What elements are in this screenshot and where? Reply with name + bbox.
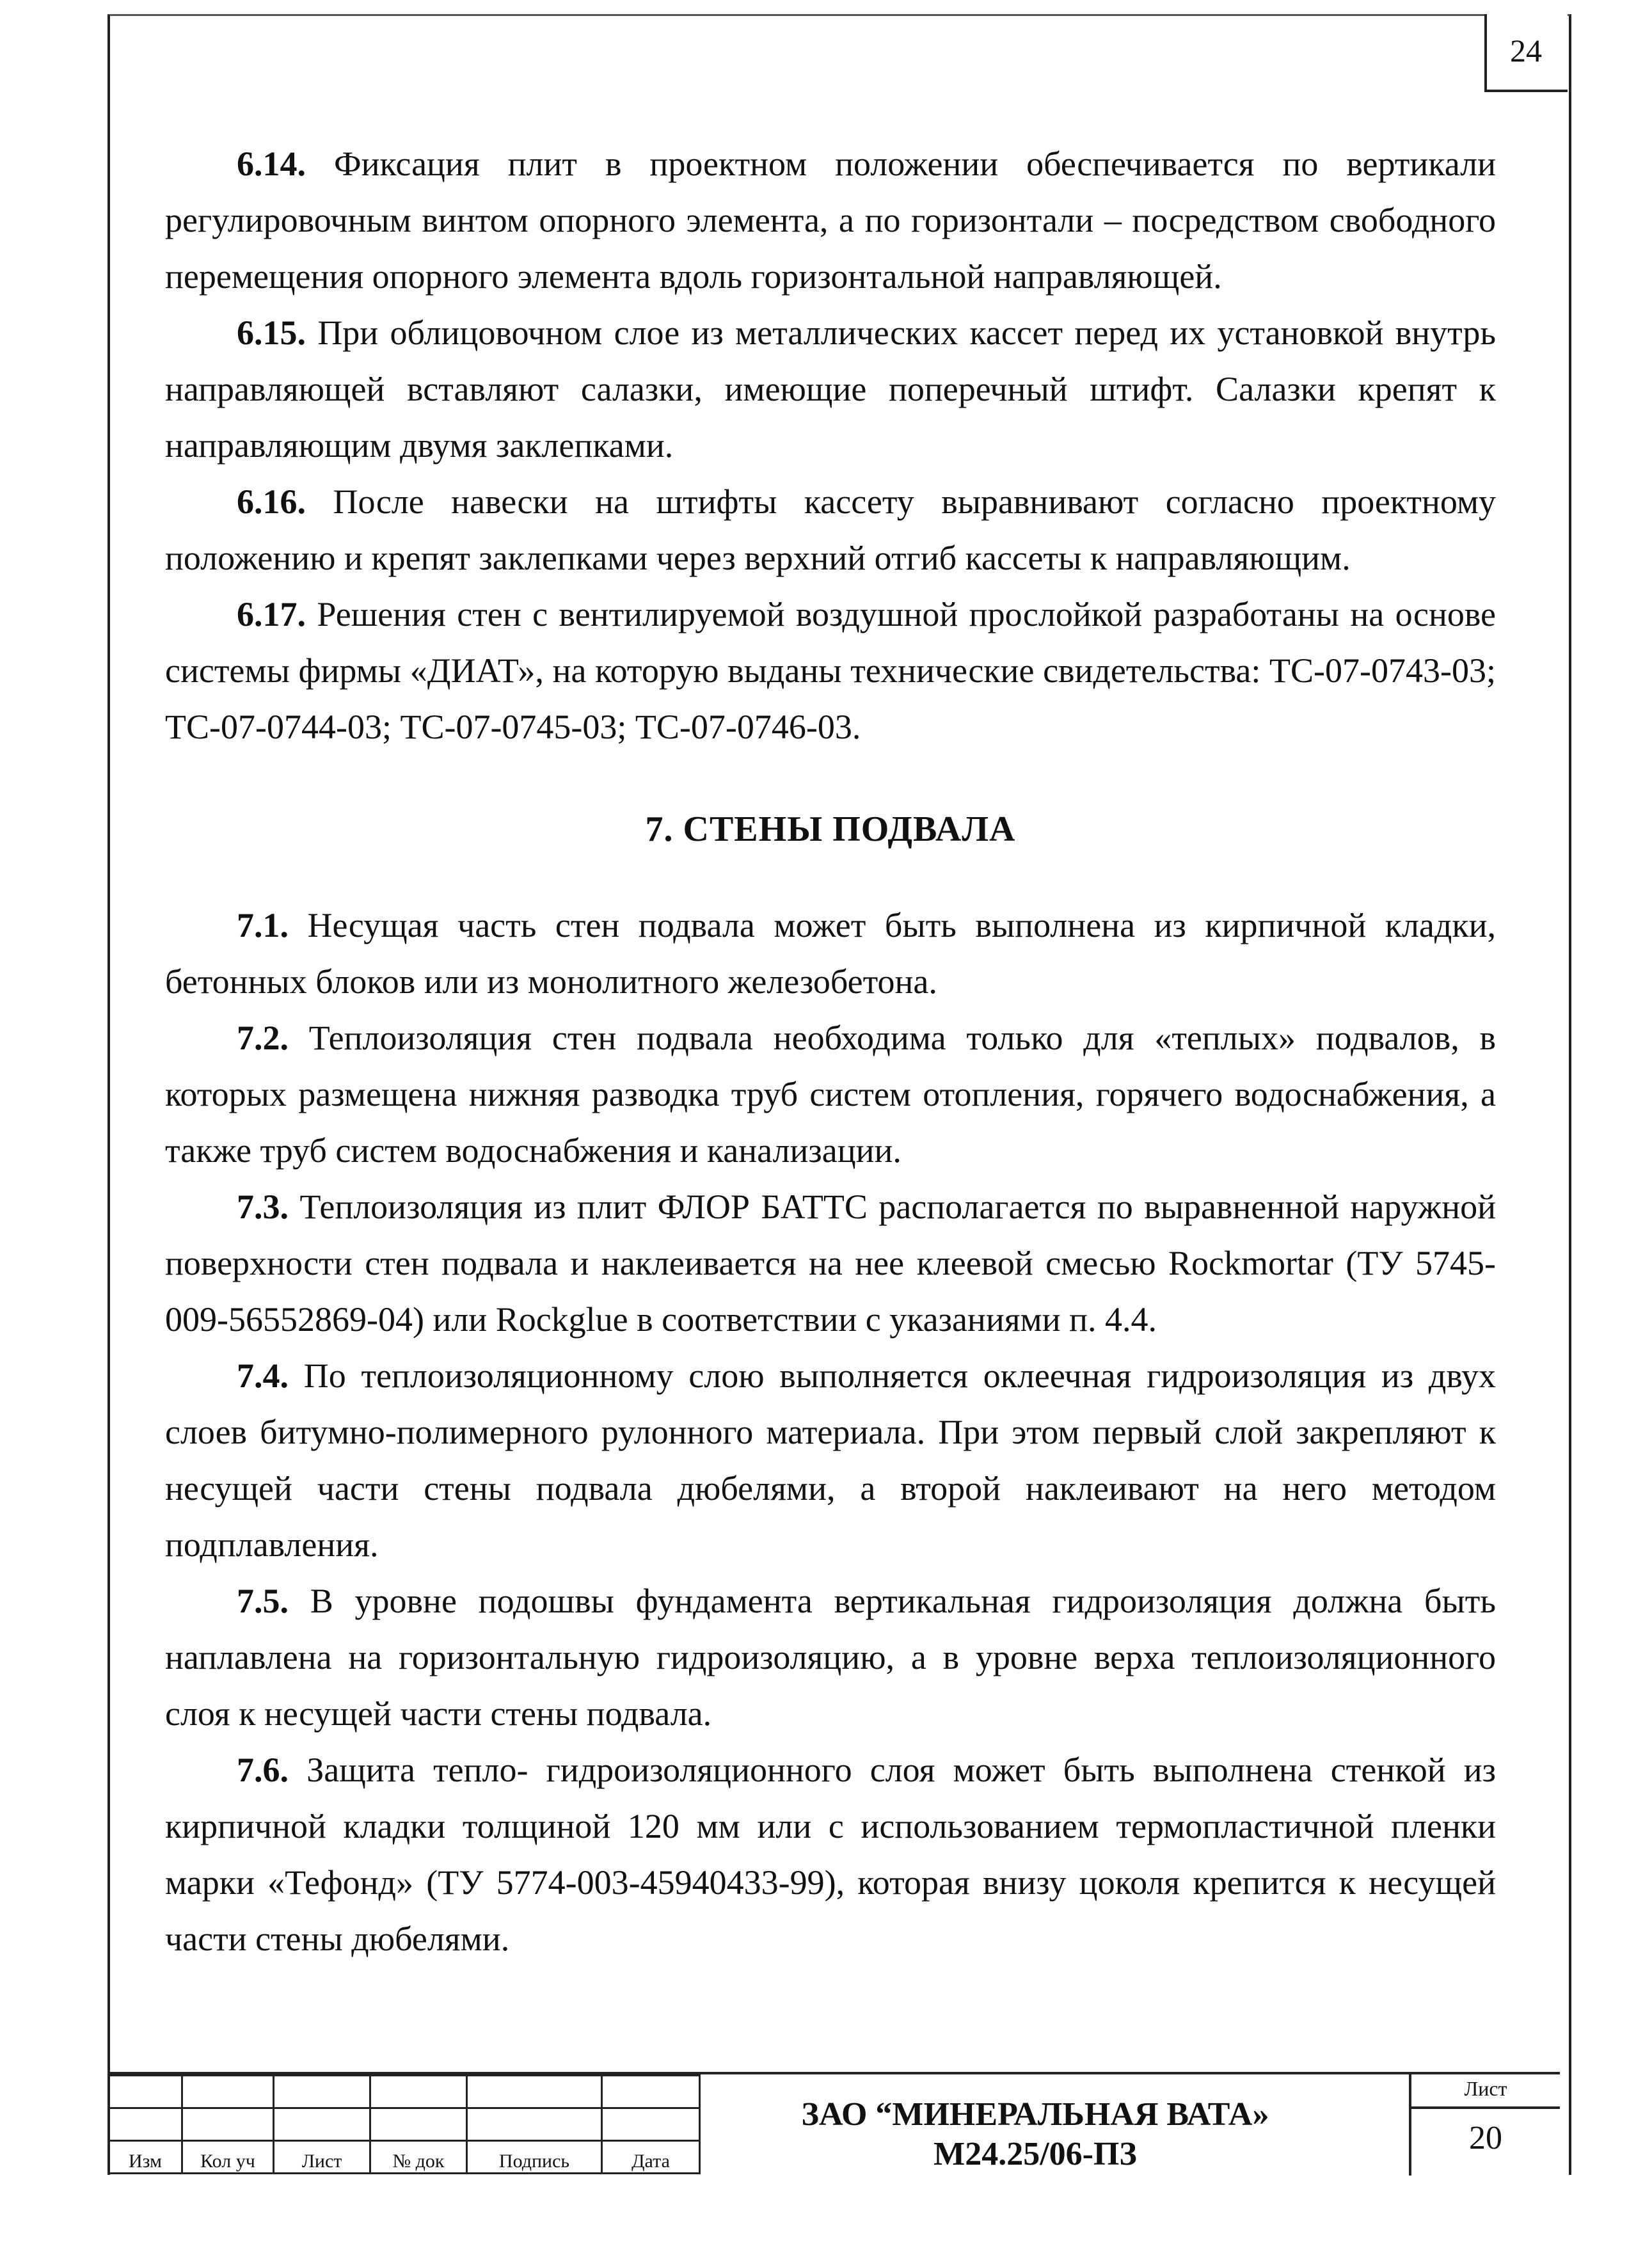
clause-number: 6.17. [237, 595, 306, 633]
col-kol-uch: Кол уч [182, 2141, 274, 2174]
col-data: Дата [602, 2141, 700, 2174]
clause-number: 6.16. [237, 482, 306, 521]
col-list: Лист [274, 2141, 370, 2174]
section-7-paragraphs [165, 897, 1496, 1967]
sheet-number: 20 [1469, 2120, 1502, 2156]
paragraph [165, 1742, 1496, 1967]
clause-number: 7.3. [237, 1188, 289, 1226]
stamp-divider [1409, 2106, 1560, 2109]
col-n-dok: № док [370, 2141, 467, 2174]
stamp-title [703, 2095, 1368, 2174]
clause-text: Теплоизоляция из плит ФЛОР БАТТС располагается по выравненной наружной поверхности стен подвала и наклеивается на нее клеевой смесью Rockmortar (ТУ 5745-009-56552869-04) или Rockglue в соответствии с указаниями п. 4.4. [165, 1188, 1497, 1339]
paragraph [165, 305, 1496, 473]
paragraph [165, 1573, 1496, 1742]
title-block [107, 2072, 1560, 2176]
clause-text: В уровне подошвы фундамента вертикальная гидроизоляция должна быть наплавлена на горизонтальную гидроизоляцию, а в уровне верха теплоизоляционного слоя к несущей части стены подвала. [165, 1582, 1496, 1733]
clause-number: 6.14. [237, 145, 306, 183]
clause-number: 7.4. [237, 1357, 289, 1395]
clause-text: Несущая часть стен подвала может быть выполнена из кирпичной кладки, бетонных блоков или из монолитного железобетона. [165, 906, 1497, 1001]
paragraph [165, 1179, 1496, 1348]
paragraph [165, 136, 1496, 305]
paragraph [165, 586, 1496, 755]
paragraph [165, 897, 1496, 1010]
paragraph [165, 1348, 1496, 1573]
clause-text: Фиксация плит в проектном положении обеспечивается по вертикали регулировочным винтом опорного элемента, а по горизонтали – посредством свободного перемещения опорного элемента вдоль горизонтальной направляющей. [165, 145, 1497, 296]
document-body [165, 136, 1496, 1967]
clause-text: После навески на штифты кассету выравнивают согласно проектному положению и крепят заклепками через верхний отгиб кассеты к направляющим. [165, 482, 1497, 577]
clause-text: Решения стен с вентилируемой воздушной прослойкой разработаны на основе системы фирмы «ДИАТ», на которую выданы технические свидетельства: ТС-07-0743-03; ТС-07-0744-03; ТС-07-0745-03; ТС-07-0746-03. [165, 595, 1497, 746]
clause-number: 7.2. [237, 1019, 289, 1057]
clause-number: 7.1. [237, 906, 289, 944]
clause-text: При облицовочном слое из металлических кассет перед их установкой внутрь направляющей вставляют салазки, имеющие поперечный штифт. Салазки крепят к направляющим двумя заклепками. [165, 314, 1497, 465]
clause-text: По теплоизоляционному слою выполняется оклеечная гидроизоляция из двух слоев битумно-полимерного рулонного материала. При этом первый слой закрепляют к несущей части стены подвала дюбелями, а второй наклеивают на него методом подплавления. [165, 1357, 1497, 1564]
col-izm: Изм [109, 2141, 182, 2174]
clause-number: 7.5. [237, 1582, 289, 1620]
section-6-paragraphs [165, 136, 1496, 755]
company-name: ЗАО “МИНЕРАЛЬНАЯ ВАТА» [801, 2096, 1269, 2133]
document-code: М24.25/06-ПЗ [933, 2136, 1137, 2172]
sheet-label: Лист [1464, 2077, 1507, 2100]
col-podpis: Подпись [467, 2141, 602, 2174]
revision-table [107, 2074, 701, 2174]
paragraph [165, 1010, 1496, 1179]
paragraph [165, 473, 1496, 586]
clause-number: 6.15. [237, 314, 306, 352]
clause-number: 7.6. [237, 1751, 289, 1789]
page-number: 24 [1510, 33, 1542, 68]
clause-text: Теплоизоляция стен подвала необходима только для «теплых» подвалов, в которых размещена нижняя разводка труб систем отопления, горячего водоснабжения, а также труб систем водоснабжения и канализации. [165, 1019, 1496, 1170]
clause-text: Защита тепло- гидроизоляционного слоя может быть выполнена стенкой из кирпичной кладки толщиной 120 мм или с использованием термопластичной пленки марки «Тефонд» (ТУ 5774-003-45940433-99), которая внизу цоколя крепится к несущей части стены дюбелями. [165, 1751, 1497, 1958]
section-heading: 7. СТЕНЫ ПОДВАЛА [645, 809, 1016, 849]
